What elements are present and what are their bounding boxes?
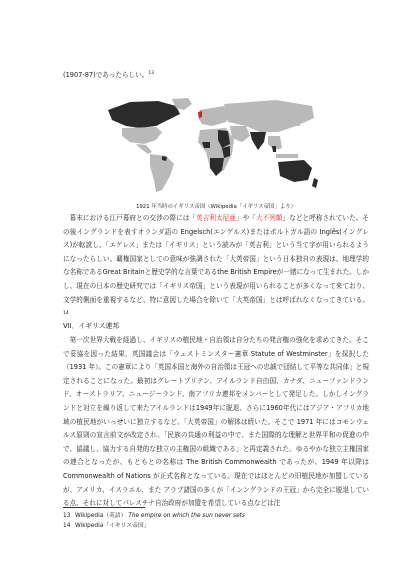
footnote-ref-14: 14 [63, 311, 69, 317]
figure-caption: 1921 年当時のイギリス帝国（Wikipedia「イギリス帝国」より） [135, 204, 297, 210]
footnote-ref-13: 13 [148, 71, 155, 76]
highlight-term-1: 英吉利太尼亜 [196, 214, 236, 222]
highlight-term-2: 大不列顛 [255, 214, 283, 222]
paragraph-name-origin: 幕末における江戸幕府との交渉の際には「英吉利太尼亜」や「大不列顛」などと呼称されていた。その後イングランドを表すオランダ語の Engelsch(エンゲルス)またはポルトガル語の Inglês(イングレス)が転訛し、「エゲレス」または「イギリス」という読みが「英吉利」という当て字が用いられるようになったらしい。覇権国家としての意味が強調された「大英帝国」という日本独自の表現は、地理学的な名称であるGreat Britainと歴史学的な言葉であるthe British Empireが一緒になって生まれた。しかし、現在の日本の歴史研究では「イギリス帝国」という表現が用いられることが多くなって来ており、文学的側面を重視するなど、特に意図した場合を除いて「大英帝国」とは呼ばれなくなってきている。$^{14}$ [63, 214, 370, 317]
paragraph-commonwealth: 第一次世界大戦を経過し、イギリスの植民地・自治領は自分たちの発言権の強化を求めてきた。そこで妥協を図った結果、英国議会は「ウェストミンスター憲章 Statute of Westminster」を採択した（1931 年）。この憲章により「英国本国と海外の自治領は王冠への忠誠で団結して平等な共同体」と規定されることになった。最初はグレートブリテン、アイルランド自由国、カナダ、ニューファンドランド、オーストラリア、ニュージーランド、南アフリカ連邦をメンバーとして発足した。しかしイングランドと対立を繰り返して来たアイルランドは1949年に脱退、さらに1960年代にはアジア・アフリカ地域の植民地がいっせいに独立するなど、「大英帝国」の解体は続いた。そこで 1971 年にはコモンウェルス原則の宣言前文が改定され、「民族の共通の利益の中で、また国際的な理解と世界平和の促進の中で、協議し、協力する自発的な独立の主権国の組織である」と再定義された。ゆるやかな独立主権国家の連合となったが、もともとの名称は The British Commonwealth であったが、1949 年以降は Commonwealth of Nations が正式名称となっている。現在ではほとんどの旧植民地が加盟しているが、アメリカ、イスラエル、また アラブ諸国の多くが「インングランドの王冠」から完全に脱退している点、それに対してパレスチナ自治政府が加盟を希望している点などは注 [63, 336, 369, 508]
footnote-rule [63, 507, 145, 508]
japan-island [296, 118, 300, 126]
footnote-14: 14 Wikipedia「イギリス帝国」 [63, 523, 150, 529]
indonesia-islands [276, 154, 298, 158]
section-heading: VII．イギリス連邦 [63, 322, 120, 330]
footnote-13: 13 Wikipedia（英語） The empire on which the sun never sets [63, 513, 245, 519]
intro-line: (1907-87)であったらしい。$^{13}$ [63, 71, 155, 80]
british-empire-1921-map [100, 96, 322, 196]
